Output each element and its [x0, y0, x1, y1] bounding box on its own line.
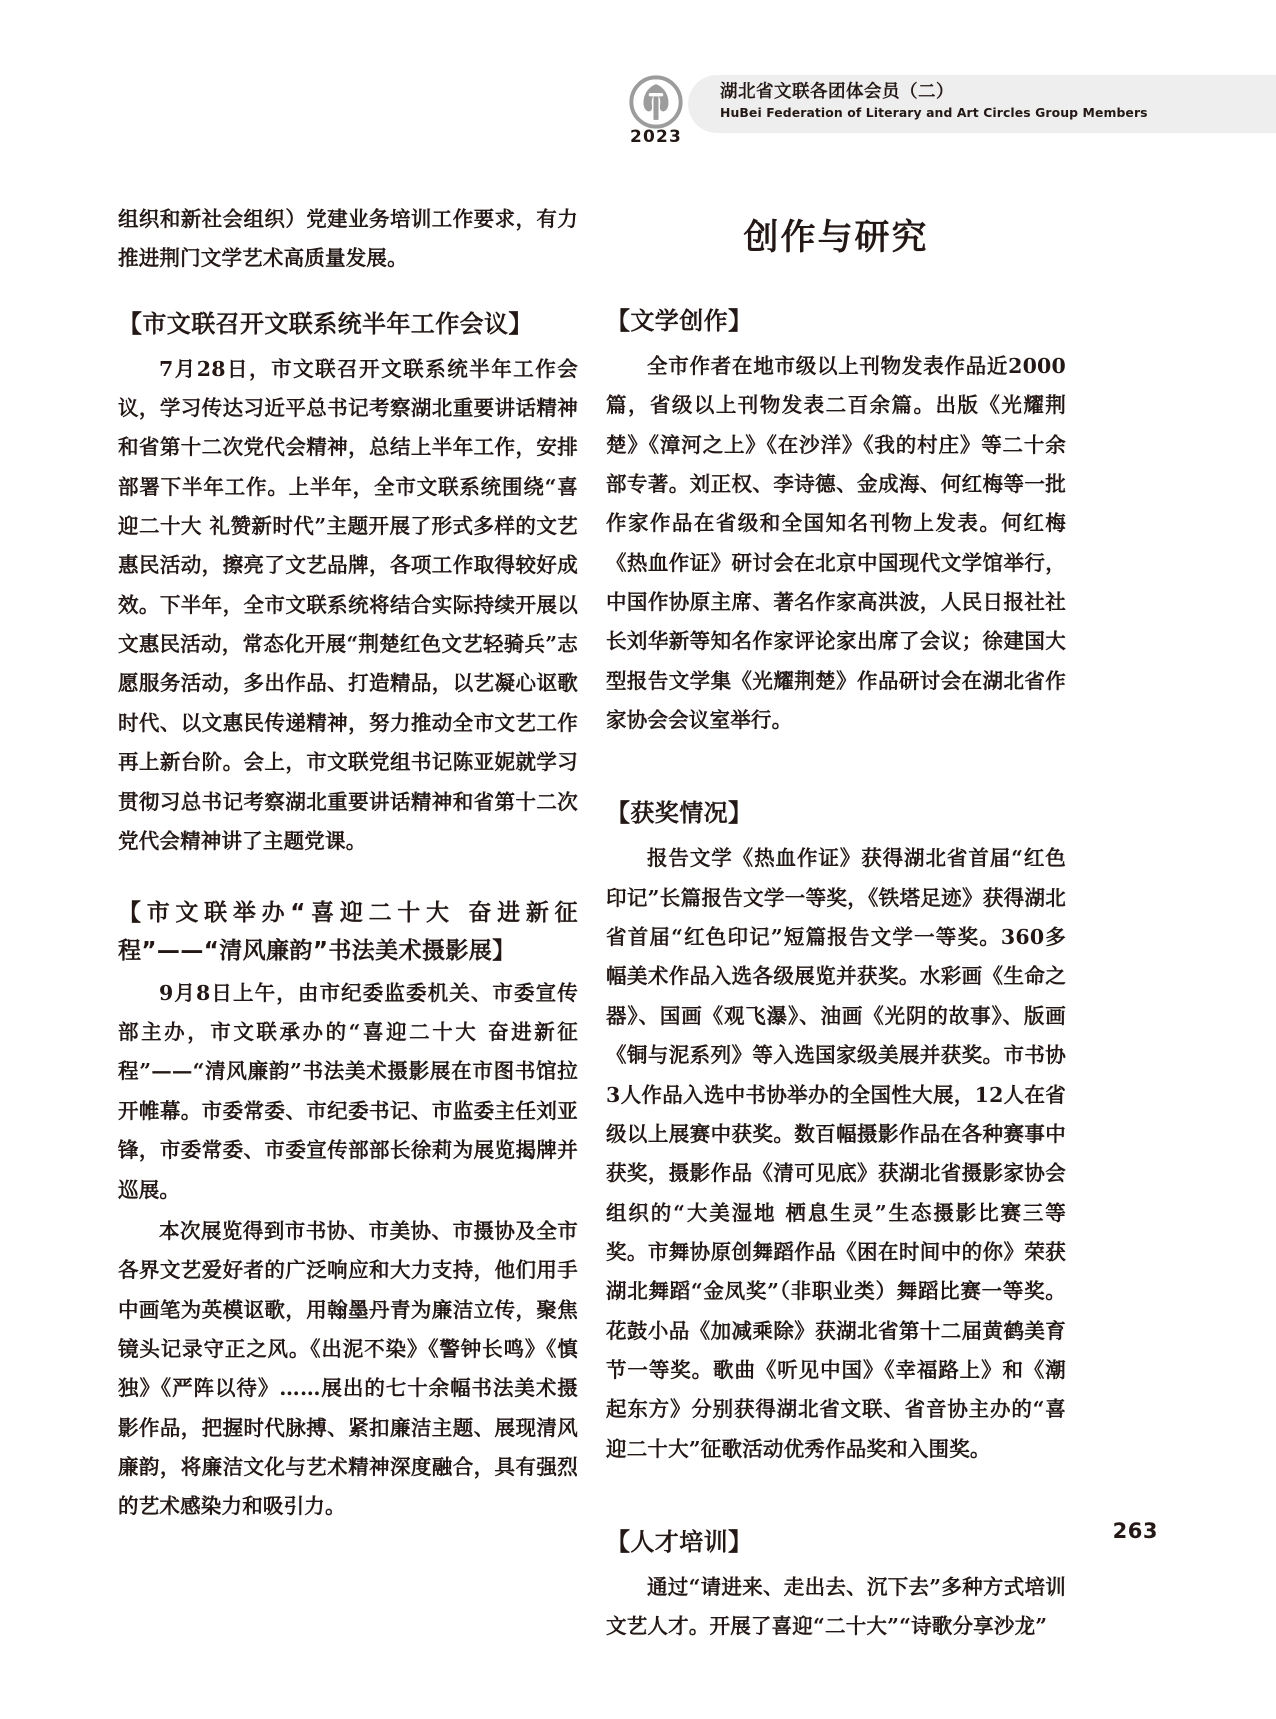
section-spacer	[606, 1471, 1066, 1497]
article2-paragraph: 9月8日上午，由市纪委监委机关、市委宣传部主办，市文联承办的“喜迎二十大 奋进新征程”——“清风廉韵”书法美术摄影展在市图书馆拉开帷幕。市委常委、市纪委书记、市监委主任刘亚锋，市委常委、市委宣传部部长徐莉为展览揭牌并巡展。	[118, 980, 578, 1202]
literary-creation-paragraph: 全市作者在地市级以上刊物发表作品近2000篇，省级以上刊物发表二百余篇。出版《光耀荆楚》《漳河之上》《在沙洋》《我的村庄》等二十余部专著。刘正权、李诗德、金成海、何红梅等一批作家作品在省级和全国知名刊物上发表。何红梅《热血作证》研讨会在北京中国现代文学馆举行，中国作协原主席、著名作家高洪波，人民日报社社长刘华新等知名作家评论家出席了会议；徐建国大型报告文学集《光耀荆楚》作品研讨会在湖北省作家协会会议室举行。	[606, 353, 1066, 733]
continued-paragraph: 组织和新社会组织）党建业务培训工作要求，有力推进荆门文学艺术高质量发展。	[118, 207, 578, 271]
article2-paragraph: 本次展览得到市书协、市美协、市摄协及全市各界文艺爱好者的广泛响应和大力支持，他们用手中画笔为英模讴歌，用翰墨丹青为廉洁立传，聚焦镜头记录守正之风。《出泥不染》《警钟长鸣》《慎独》《严阵以待》……展出的七十余幅书法美术摄影作品，把握时代脉搏、紧扣廉洁主题、展现清风廉韵，将廉洁文化与艺术精神深度融合，具有强烈的艺术感染力和吸引力。	[118, 1218, 578, 1519]
left-column	[118, 200, 578, 1529]
right-column	[606, 200, 1066, 1649]
hubei-federation-logo-icon	[628, 74, 684, 130]
awards-paragraph: 报告文学《热血作证》获得湖北省首届“红色印记”长篇报告文学一等奖，《铁塔足迹》获得湖北省首届“红色印记”短篇报告文学一等奖。360多幅美术作品入选各级展览并获奖。水彩画《生命之器》、国画《观飞瀑》、油画《光阴的故事》、版画《铜与泥系列》等入选国家级美展并获奖。市书协3人作品入选中书协举办的全国性大展，12人在省级以上展赛中获奖。数百幅摄影作品在各种赛事中获奖，摄影作品《清可见底》获湖北省摄影家协会组织的“大美湿地 栖息生灵”生态摄影比赛三等奖。市舞协原创舞蹈作品《困在时间中的你》荣获湖北舞蹈“金凤奖”（非职业类）舞蹈比赛一等奖。花鼓小品《加减乘除》获湖北省第十二届黄鹤美育节一等奖。歌曲《听见中国》《幸福路上》和《潮起东方》分别获得湖北省文联、省音协主办的“喜迎二十大”征歌活动优秀作品奖和入围奖。	[606, 846, 1066, 1461]
header-emblem	[620, 74, 692, 146]
running-header	[620, 74, 1148, 147]
header-title-cn: 湖北省文联各团体会员（二）	[720, 82, 954, 102]
subsection-heading-awards: 【获奖情况】	[606, 799, 753, 828]
page-number: 263	[1112, 1519, 1158, 1543]
header-year: 2023	[629, 127, 683, 147]
article-heading-calligraphy-exhibition: 【市文联举办“喜迎二十大 奋进新征程”——“清风廉韵”书法美术摄影展】	[118, 900, 578, 964]
subsection-heading-literary-creation: 【文学创作】	[606, 307, 753, 335]
page-section-title: 创作与研究	[743, 218, 929, 258]
header-title-band	[688, 75, 1276, 133]
header-title-en: HuBei Federation of Literary and Art Circles Group Members	[720, 105, 1148, 121]
section-spacer	[606, 742, 1066, 768]
article-heading-half-year-meeting: 【市文联召开文联系统半年工作会议】	[118, 309, 533, 338]
subsection-heading-talent-training: 【人才培训】	[606, 1528, 753, 1557]
talent-training-paragraph: 通过“请进来、走出去、沉下去”多种方式培训文艺人才。开展了喜迎“二十大”“诗歌分享沙龙”	[606, 1574, 1066, 1639]
article1-paragraph: 7月28日，市文联召开文联系统半年工作会议，学习传达习近平总书记考察湖北重要讲话精神和省第十二次党代会精神，总结上半年工作，安排部署下半年工作。上半年，全市文联系统围绕“喜迎二十大 礼赞新时代”主题开展了形式多样的文艺惠民活动，擦亮了文艺品牌，各项工作取得较好成效。下半年，全市文联系统将结合实际持续开展以文惠民活动，常态化开展“荆楚红色文艺轻骑兵”志愿服务活动，多出作品、打造精品，以艺凝心讴歌时代、以文惠民传递精神，努力推动全市文艺工作再上新台阶。会上，市文联党组书记陈亚妮就学习贯彻习总书记考察湖北重要讲话精神和省第十二次党代会精神讲了主题党课。	[118, 356, 578, 853]
